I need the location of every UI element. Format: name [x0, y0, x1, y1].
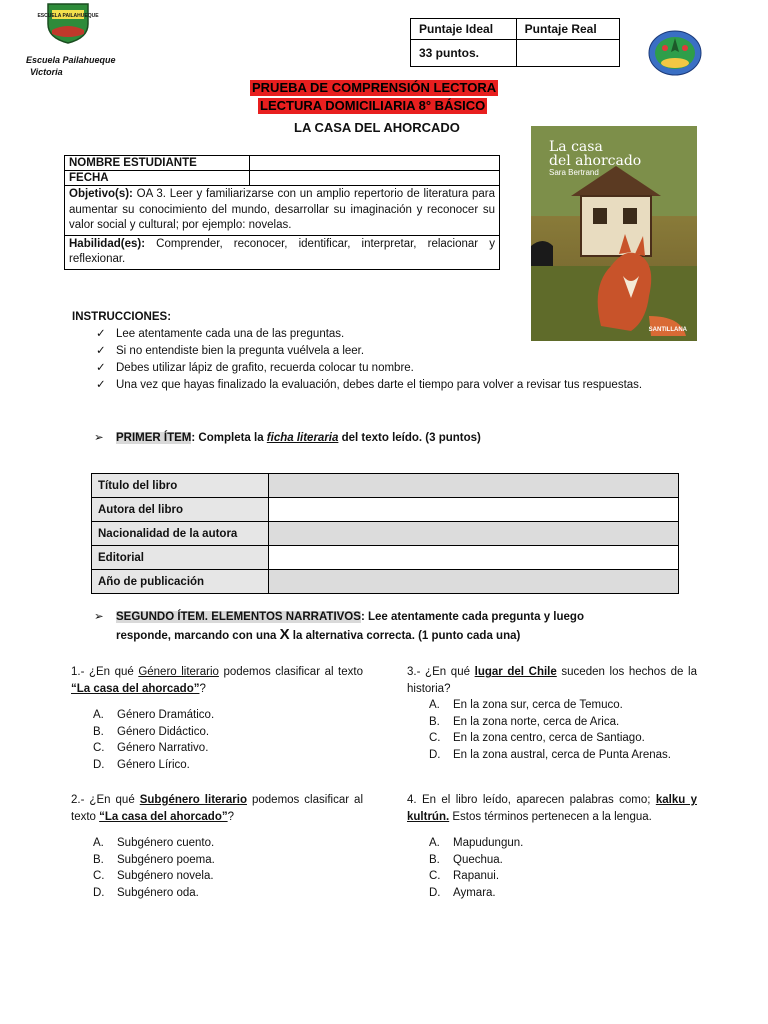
- question-4-text: [407, 792, 697, 825]
- option-letter: B.: [93, 853, 104, 866]
- item1-text-em: ficha literaria: [266, 432, 339, 444]
- option-letter: B.: [93, 725, 104, 738]
- option-text: En la zona centro, cerca de Santiago.: [453, 732, 645, 744]
- table-row: [92, 546, 679, 570]
- option-text: Género Narrativo.: [117, 742, 209, 754]
- question-2: [71, 792, 363, 901]
- instruction-text: Debes utilizar lápiz de grafito, recuerda colocar tu nombre.: [116, 362, 414, 374]
- option-letter: A.: [429, 837, 440, 849]
- question-1: [71, 664, 363, 773]
- instruction-text: Si no entendiste bien la pregunta vuélvela a leer.: [116, 345, 365, 357]
- option-letter: D.: [429, 886, 441, 899]
- item2-label: SEGUNDO ÍTEM. ELEMENTOS NARRATIVOS: [116, 611, 361, 623]
- school-logo: [37, 2, 99, 44]
- option-letter: D.: [93, 886, 105, 899]
- q4-post: Estos términos pertenecen a la lengua.: [449, 810, 652, 823]
- sheet-label: Título del libro: [92, 474, 269, 498]
- instruction-text: Una vez que hayas finalizado la evaluación, debes darte el tiempo para volver a revisar tus respuestas.: [116, 379, 643, 391]
- cover-publisher: SANTILLANA: [648, 327, 687, 333]
- student-info-table: [64, 155, 500, 270]
- cover-title-line1: La casa: [549, 139, 603, 155]
- ideal-score-value: 33 puntos.: [411, 40, 517, 67]
- real-score-label: Puntaje Real: [516, 19, 619, 40]
- option-text: Género Dramático.: [117, 709, 215, 721]
- arrow-icon: ➢: [94, 611, 104, 623]
- option-text: En la zona norte, cerca de Arica.: [453, 715, 620, 728]
- option-text: Quechua.: [453, 853, 503, 866]
- table-row: [92, 570, 679, 594]
- option-text: Rapanui.: [453, 870, 500, 882]
- item2-text2b: la alternativa correcta. (1 punto cada una): [289, 630, 521, 642]
- option-d[interactable]: [407, 885, 697, 902]
- check-icon: ✓: [96, 379, 106, 391]
- table-row: [92, 474, 679, 498]
- check-icon: ✓: [96, 345, 106, 357]
- option-c[interactable]: [71, 868, 363, 885]
- option-text: En la zona sur, cerca de Temuco.: [453, 699, 623, 711]
- sheet-answer-field[interactable]: [269, 546, 679, 570]
- school-name-block: [26, 54, 116, 78]
- option-text: Mapudungun.: [453, 837, 524, 849]
- cover-author: Sara Bertrand: [549, 168, 599, 177]
- q4-underlined: kalku y kultrún.: [407, 794, 698, 823]
- skill-text: Comprender, reconocer, identificar, interpretar, relacionar y reflexionar.: [69, 237, 495, 265]
- q3-post: suceden los hechos de la historia?: [407, 666, 697, 695]
- q4-pre: 4. En el libro leído, aparecen palabras como;: [407, 794, 656, 806]
- book-title-heading: LA CASA DEL AHORCADO: [294, 120, 460, 135]
- option-letter: A.: [93, 837, 104, 849]
- sheet-label: Editorial: [92, 546, 269, 570]
- sheet-label: Nacionalidad de la autora: [92, 522, 269, 546]
- option-c[interactable]: [407, 868, 697, 885]
- objective-cell: [65, 186, 500, 236]
- item1-heading: [94, 429, 481, 447]
- option-b[interactable]: [407, 852, 697, 869]
- item2-text2a: responde, marcando con una: [116, 630, 280, 642]
- option-a[interactable]: [407, 835, 697, 852]
- q1-mid: podemos clasificar al texto: [218, 666, 363, 678]
- check-icon: ✓: [96, 362, 106, 374]
- option-b[interactable]: [407, 714, 697, 731]
- question-3: [407, 664, 697, 763]
- option-a[interactable]: [71, 835, 363, 852]
- q3-pre: 3.- ¿En qué: [407, 666, 475, 678]
- option-text: Género Lírico.: [117, 758, 190, 771]
- option-letter: C.: [93, 870, 105, 882]
- emblem-logo: [648, 30, 702, 76]
- item2-text1: : Lee atentamente cada pregunta y luego: [360, 611, 584, 623]
- skill-label: Habilidad(es):: [69, 237, 146, 250]
- q3-underlined: lugar del Chile: [474, 666, 557, 678]
- option-letter: C.: [429, 732, 441, 744]
- question-4-options: [407, 835, 697, 901]
- cover-title: [549, 140, 641, 168]
- q2-title: “La casa del ahorcado”: [99, 810, 228, 823]
- school-city: Victoria: [30, 67, 63, 77]
- cover-title-line2: del ahorcado: [549, 153, 642, 169]
- option-letter: D.: [429, 748, 441, 761]
- item1-text-post: del texto leído. (3 puntos): [338, 432, 481, 444]
- objective-text: OA 3. Leer y familiarizarse con un amplio repertorio de literatura para aumentar su conocimiento del mundo, desarrollar su imaginación y reconocer su valor social y cultural; por ejemplo: novelas.: [69, 188, 495, 231]
- option-b[interactable]: [71, 852, 363, 869]
- table-row: [92, 522, 679, 546]
- question-2-text: [71, 792, 363, 825]
- option-text: Aymara.: [453, 886, 496, 899]
- sheet-label: Autora del libro: [92, 498, 269, 522]
- question-4: [407, 792, 697, 901]
- ideal-score-label: Puntaje Ideal: [411, 19, 517, 40]
- question-2-options: [71, 835, 363, 901]
- option-text: Subgénero poema.: [117, 853, 215, 866]
- option-text: Subgénero novela.: [117, 870, 214, 882]
- sheet-answer-field[interactable]: [269, 498, 679, 522]
- instruction-item: [96, 360, 696, 377]
- q1-underlined: Género literario: [138, 666, 219, 678]
- option-d[interactable]: [407, 747, 697, 764]
- book-cover: [531, 126, 697, 341]
- objective-label: Objetivo(s):: [69, 188, 133, 200]
- item1-text-pre: : Completa la: [191, 432, 267, 444]
- reading-title: LECTURA DOMICILIARIA 8° BÁSICO: [260, 98, 486, 113]
- sheet-answer-field[interactable]: [269, 570, 679, 594]
- option-letter: D.: [93, 758, 105, 771]
- item2-heading: [94, 608, 696, 645]
- score-table: [410, 18, 620, 67]
- sheet-label: Año de publicación: [92, 570, 269, 594]
- question-3-text: [407, 664, 697, 697]
- option-letter: A.: [429, 699, 440, 711]
- option-d[interactable]: [71, 885, 363, 902]
- option-text: En la zona austral, cerca de Punta Arenas.: [453, 748, 671, 761]
- option-a[interactable]: [71, 707, 363, 724]
- option-text: Subgénero cuento.: [117, 837, 215, 849]
- q1-title: “La casa del ahorcado”: [71, 682, 200, 695]
- school-name: Escuela Pailahueque: [26, 55, 116, 65]
- question-1-text: [71, 664, 363, 697]
- option-a[interactable]: [407, 697, 697, 714]
- q2-underlined: Subgénero literario: [139, 794, 247, 806]
- instruction-item: [96, 343, 696, 360]
- instruction-item: [96, 377, 696, 394]
- check-icon: ✓: [96, 328, 106, 340]
- q1-post: ?: [199, 682, 206, 695]
- q2-mid: podemos clasificar al texto: [71, 794, 363, 823]
- instructions-list: [96, 326, 696, 394]
- q1-pre: 1.- ¿En qué: [71, 666, 139, 678]
- q2-post: ?: [227, 810, 235, 823]
- student-name-label: NOMBRE ESTUDIANTE: [65, 156, 250, 171]
- option-d[interactable]: [71, 757, 363, 774]
- option-text: Género Didáctico.: [117, 725, 210, 738]
- option-letter: A.: [93, 709, 104, 721]
- student-name-field[interactable]: [250, 156, 500, 171]
- option-c[interactable]: [71, 740, 363, 757]
- question-1-options: [71, 707, 363, 773]
- item2-x-mark: X: [279, 626, 290, 643]
- option-text: Subgénero oda.: [117, 886, 199, 899]
- test-title: PRUEBA DE COMPRENSIÓN LECTORA: [252, 80, 497, 95]
- sheet-answer-field[interactable]: [269, 474, 679, 498]
- question-3-options: [407, 697, 697, 763]
- item1-label: PRIMER ÍTEM: [116, 432, 192, 444]
- option-letter: B.: [429, 715, 440, 728]
- skill-cell: [65, 235, 500, 269]
- option-letter: C.: [429, 870, 441, 882]
- date-label: FECHA: [65, 171, 250, 186]
- table-row: [92, 498, 679, 522]
- real-score-field[interactable]: [516, 40, 619, 67]
- instruction-text: Lee atentamente cada una de las preguntas.: [116, 328, 345, 340]
- arrow-icon: ➢: [94, 432, 104, 444]
- instruction-item: [96, 326, 696, 343]
- date-field[interactable]: [250, 171, 500, 186]
- sheet-answer-field[interactable]: [269, 522, 679, 546]
- option-letter: C.: [93, 742, 105, 754]
- q2-pre: 2.- ¿En qué: [71, 794, 140, 806]
- option-c[interactable]: [407, 730, 697, 747]
- instructions-heading: INSTRUCCIONES:: [72, 311, 172, 323]
- literary-sheet-table: [91, 473, 679, 594]
- option-letter: B.: [429, 853, 440, 866]
- school-logo-text: ESCUELA PAILAHUEQUE: [37, 13, 99, 19]
- option-b[interactable]: [71, 724, 363, 741]
